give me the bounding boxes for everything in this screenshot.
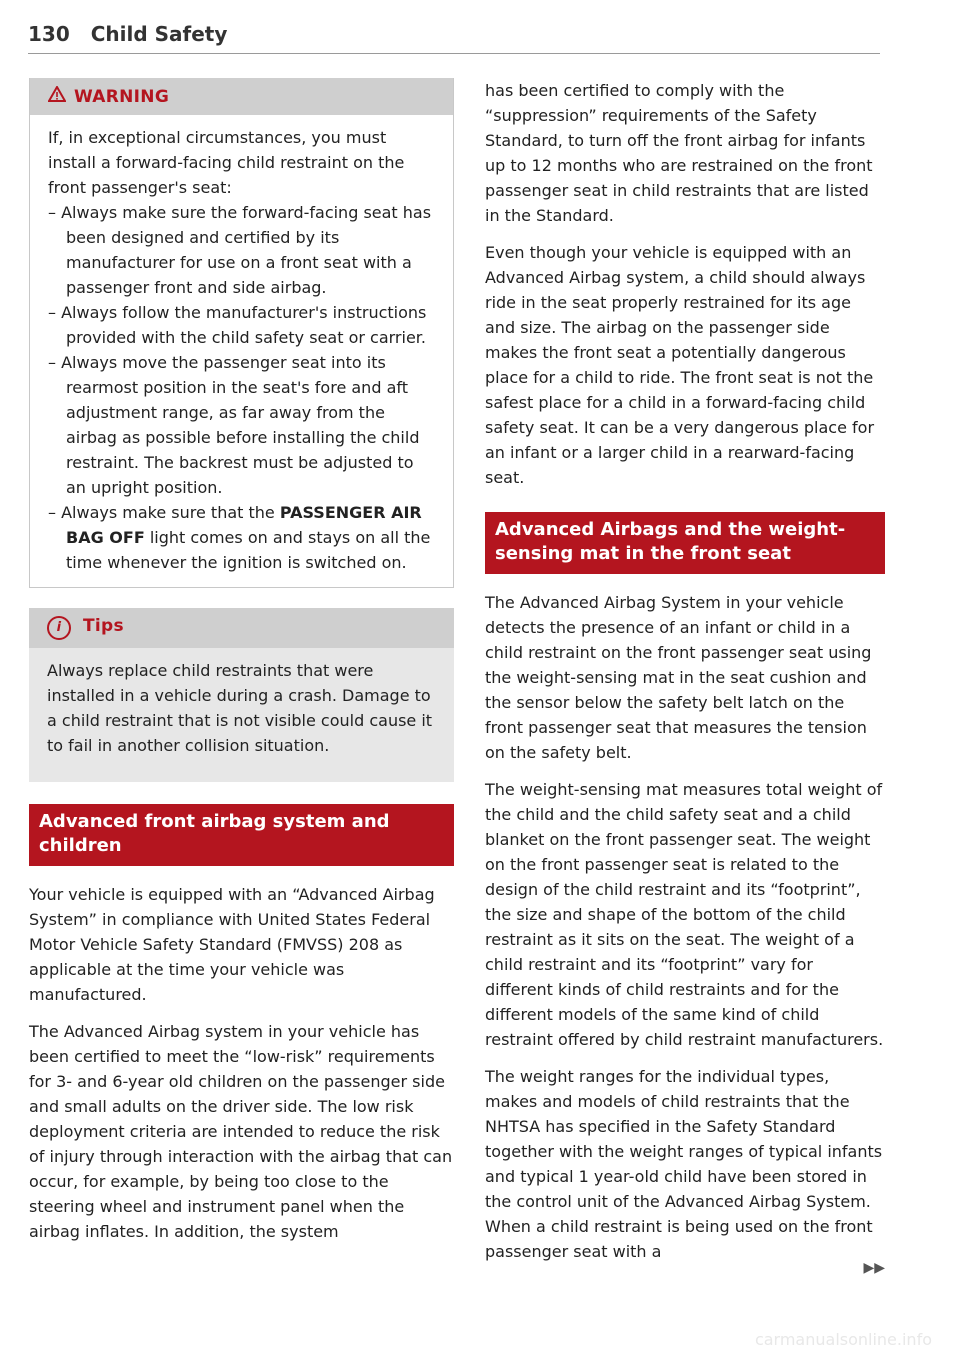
warning-intro: If, in exceptional circumstances, you must install a forward-facing child restraint on the front passenger's seat: xyxy=(48,128,405,197)
tips-title: Tips xyxy=(83,616,124,636)
section-title: Child Safety xyxy=(90,22,228,46)
warning-item xyxy=(48,500,435,575)
warning-item: – Always move the passenger seat into its rearmost position in the seat's fore and aft adjustment range, as far away from the airbag as possible before installing the child restraint. The backrest must be adjusted to an upright position. xyxy=(48,350,435,500)
paragraph: Your vehicle is equipped with an “Advanced Airbag System” in compliance with United States Federal Motor Vehicle Safety Standard (FMVSS) 208 as applicable at the time your vehicle was manufactured. xyxy=(29,885,435,1004)
warning-icon xyxy=(48,86,66,107)
paragraph: has been certified to comply with the “suppression” requirements of the Safety Standard, to turn off the front airbag for infants up to 12 months who are restrained on the front passenger seat in child restraints that are listed in the Standard. xyxy=(485,81,873,225)
warning-list xyxy=(48,200,435,575)
warning-header xyxy=(30,78,453,115)
warning-title: WARNING xyxy=(74,87,170,107)
warning-box xyxy=(29,78,454,588)
warning-item: – Always make sure the forward-facing seat has been designed and certified by its manufacturer for use on a front seat with a passenger front and side airbag. xyxy=(48,200,435,300)
page-header xyxy=(28,22,880,54)
warning-item-text: Always make sure that the xyxy=(61,503,280,522)
section-heading-advanced-front-airbag: Advanced front airbag system and children xyxy=(29,804,454,866)
continue-arrow-icon: ▶▶ xyxy=(863,1260,885,1276)
paragraph: The Advanced Airbag system in your vehicle has been certified to meet the “low-risk” requirements for 3- and 6-year old children on the passenger side and small adults on the driver side. The low risk deployment criteria are intended to reduce the risk of injury through interaction with the airbag that can occur, for example, by being too close to the steering wheel and instrument panel when the airbag inflates. In addition, the system xyxy=(29,1022,453,1241)
left-column xyxy=(29,78,454,1256)
warning-item-text: light comes on and stays on all the time whenever the ignition is switched on. xyxy=(66,528,431,572)
tips-text: Always replace child restraints that were installed in a vehicle during a crash. Damage to a child restraint that is not visible could cause it to fail in another collision situation. xyxy=(47,661,433,755)
section-heading-weight-sensing-mat: Advanced Airbags and the weight-sensing mat in the front seat xyxy=(485,512,885,574)
right-column xyxy=(485,78,885,1276)
tips-header xyxy=(29,608,454,648)
watermark: carmanualsonline.info xyxy=(754,1330,932,1349)
paragraph: The weight-sensing mat measures total weight of the child and the child safety seat and a child blanket on the front passenger seat. The weight on the front passenger seat is related to the design of the child restraint and its “footprint”, the size and shape of the bottom of the child restraint as it sits on the seat. The weight of a child restraint and its “footprint” vary for different kinds of child restraints and for the different models of the same kind of child restraint offered by child restraint manufacturers. xyxy=(485,780,884,1049)
paragraph: The weight ranges for the individual types, makes and models of child restraints that the NHTSA has specified in the Safety Standard together with the weight ranges of typical infants and typical 1 year-old child have been stored in the control unit of the Advanced Airbag System. When a child restraint is being used on the front passenger seat with a xyxy=(485,1067,883,1261)
paragraph: Even though your vehicle is equipped with an Advanced Airbag system, a child should always ride in the seat properly restrained for its age and size. The airbag on the passenger side makes the front seat a potentially dangerous place for a child to ride. The front seat is not the safest place for a child in a forward-facing child safety seat. It can be a very dangerous place for an infant or a larger child in a rearward-facing seat. xyxy=(485,243,875,487)
tips-box xyxy=(29,608,454,782)
passenger-airbag-off-label: PASSENGER AIR BAG OFF xyxy=(66,503,422,547)
paragraph: The Advanced Airbag System in your vehicle detects the presence of an infant or child in a child restraint on the front passenger seat using the weight-sensing mat in the seat cushion and the sensor below the safety belt latch on the front passenger seat that measures the tension on the safety belt. xyxy=(485,593,872,762)
warning-item: – Always follow the manufacturer's instructions provided with the child safety seat or carrier. xyxy=(48,300,435,350)
page-number: 130 xyxy=(28,22,70,46)
info-icon: i xyxy=(47,616,71,640)
